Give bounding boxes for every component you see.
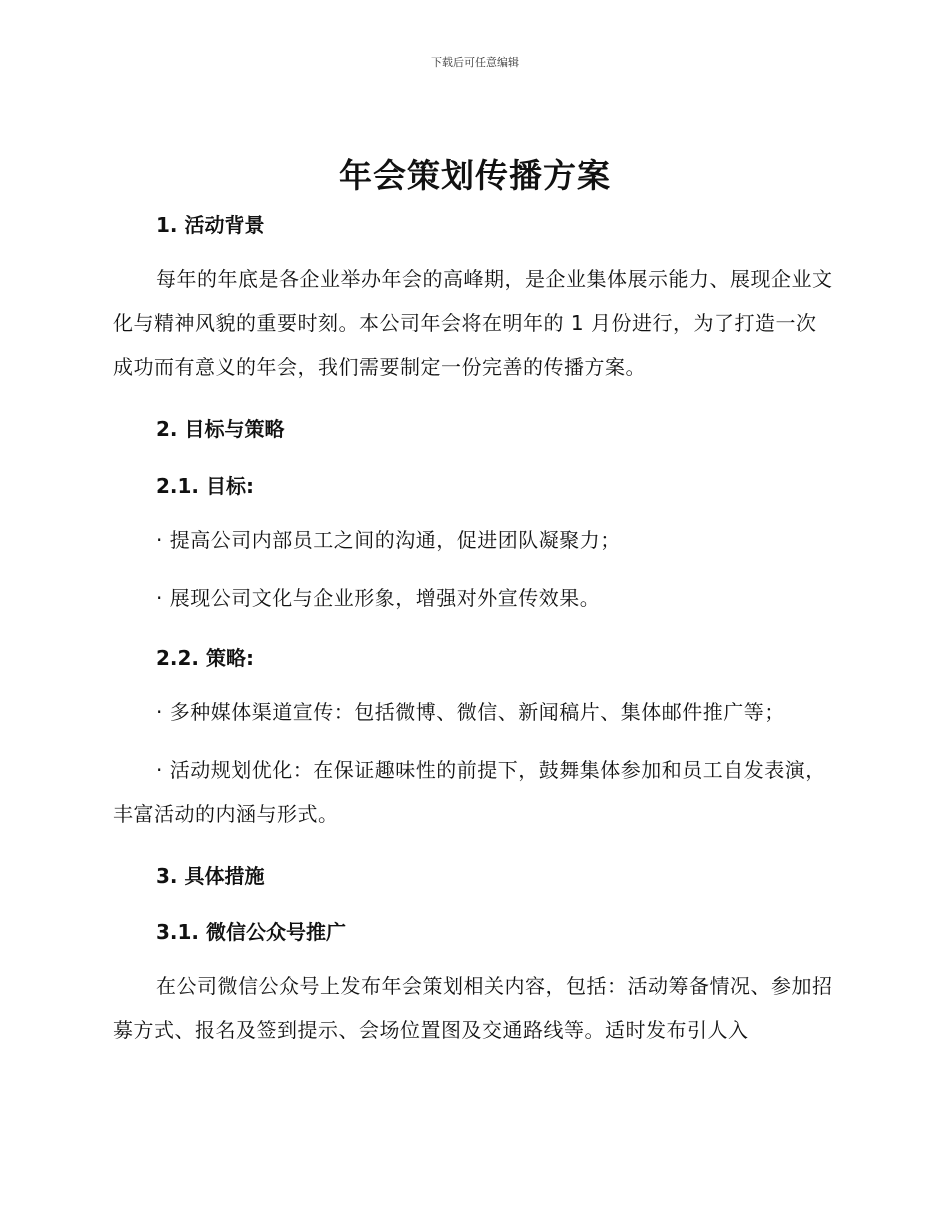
section-1-heading: 1. 活动背景 bbox=[156, 213, 265, 237]
strategy-item-1: · 多种媒体渠道宣传：包括微博、微信、新闻稿片、集体邮件推广等； bbox=[156, 700, 785, 724]
section-3-1-paragraph: 在公司微信公众号上发布年会策划相关内容，包括：活动筹备情况、参加招募方式、报名及签到提示、会场位置图及交通路线等。适时发布引人入 bbox=[113, 974, 833, 1042]
section-3-1-heading: 3.1. 微信公众号推广 bbox=[156, 920, 346, 944]
goal-item-1: · 提高公司内部员工之间的沟通，促进团队凝聚力； bbox=[156, 528, 621, 552]
section-1-paragraph: 每年的年底是各企业举办年会的高峰期，是企业集体展示能力、展现企业文化与精神风貌的重要时刻。本公司年会将在明年的 1 月份进行，为了打造一次成功而有意义的年会，我们需要制定一份完善的传播方案。 bbox=[113, 267, 833, 379]
strategy-item-2: · 活动规划优化：在保证趣味性的前提下，鼓舞集体参加和员工自发表演，丰富活动的内涵与形式。 bbox=[113, 758, 826, 826]
section-2-heading: 2. 目标与策略 bbox=[156, 417, 285, 441]
goal-item-2: · 展现公司文化与企业形象，增强对外宣传效果。 bbox=[156, 586, 601, 610]
section-2-2-heading: 2.2. 策略: bbox=[156, 646, 254, 670]
document-title: 年会策划传播方案 bbox=[339, 156, 611, 195]
header-note: 下载后可任意编辑 bbox=[431, 56, 519, 69]
section-3-heading: 3. 具体措施 bbox=[156, 864, 265, 888]
section-2-1-heading: 2.1. 目标: bbox=[156, 474, 254, 498]
